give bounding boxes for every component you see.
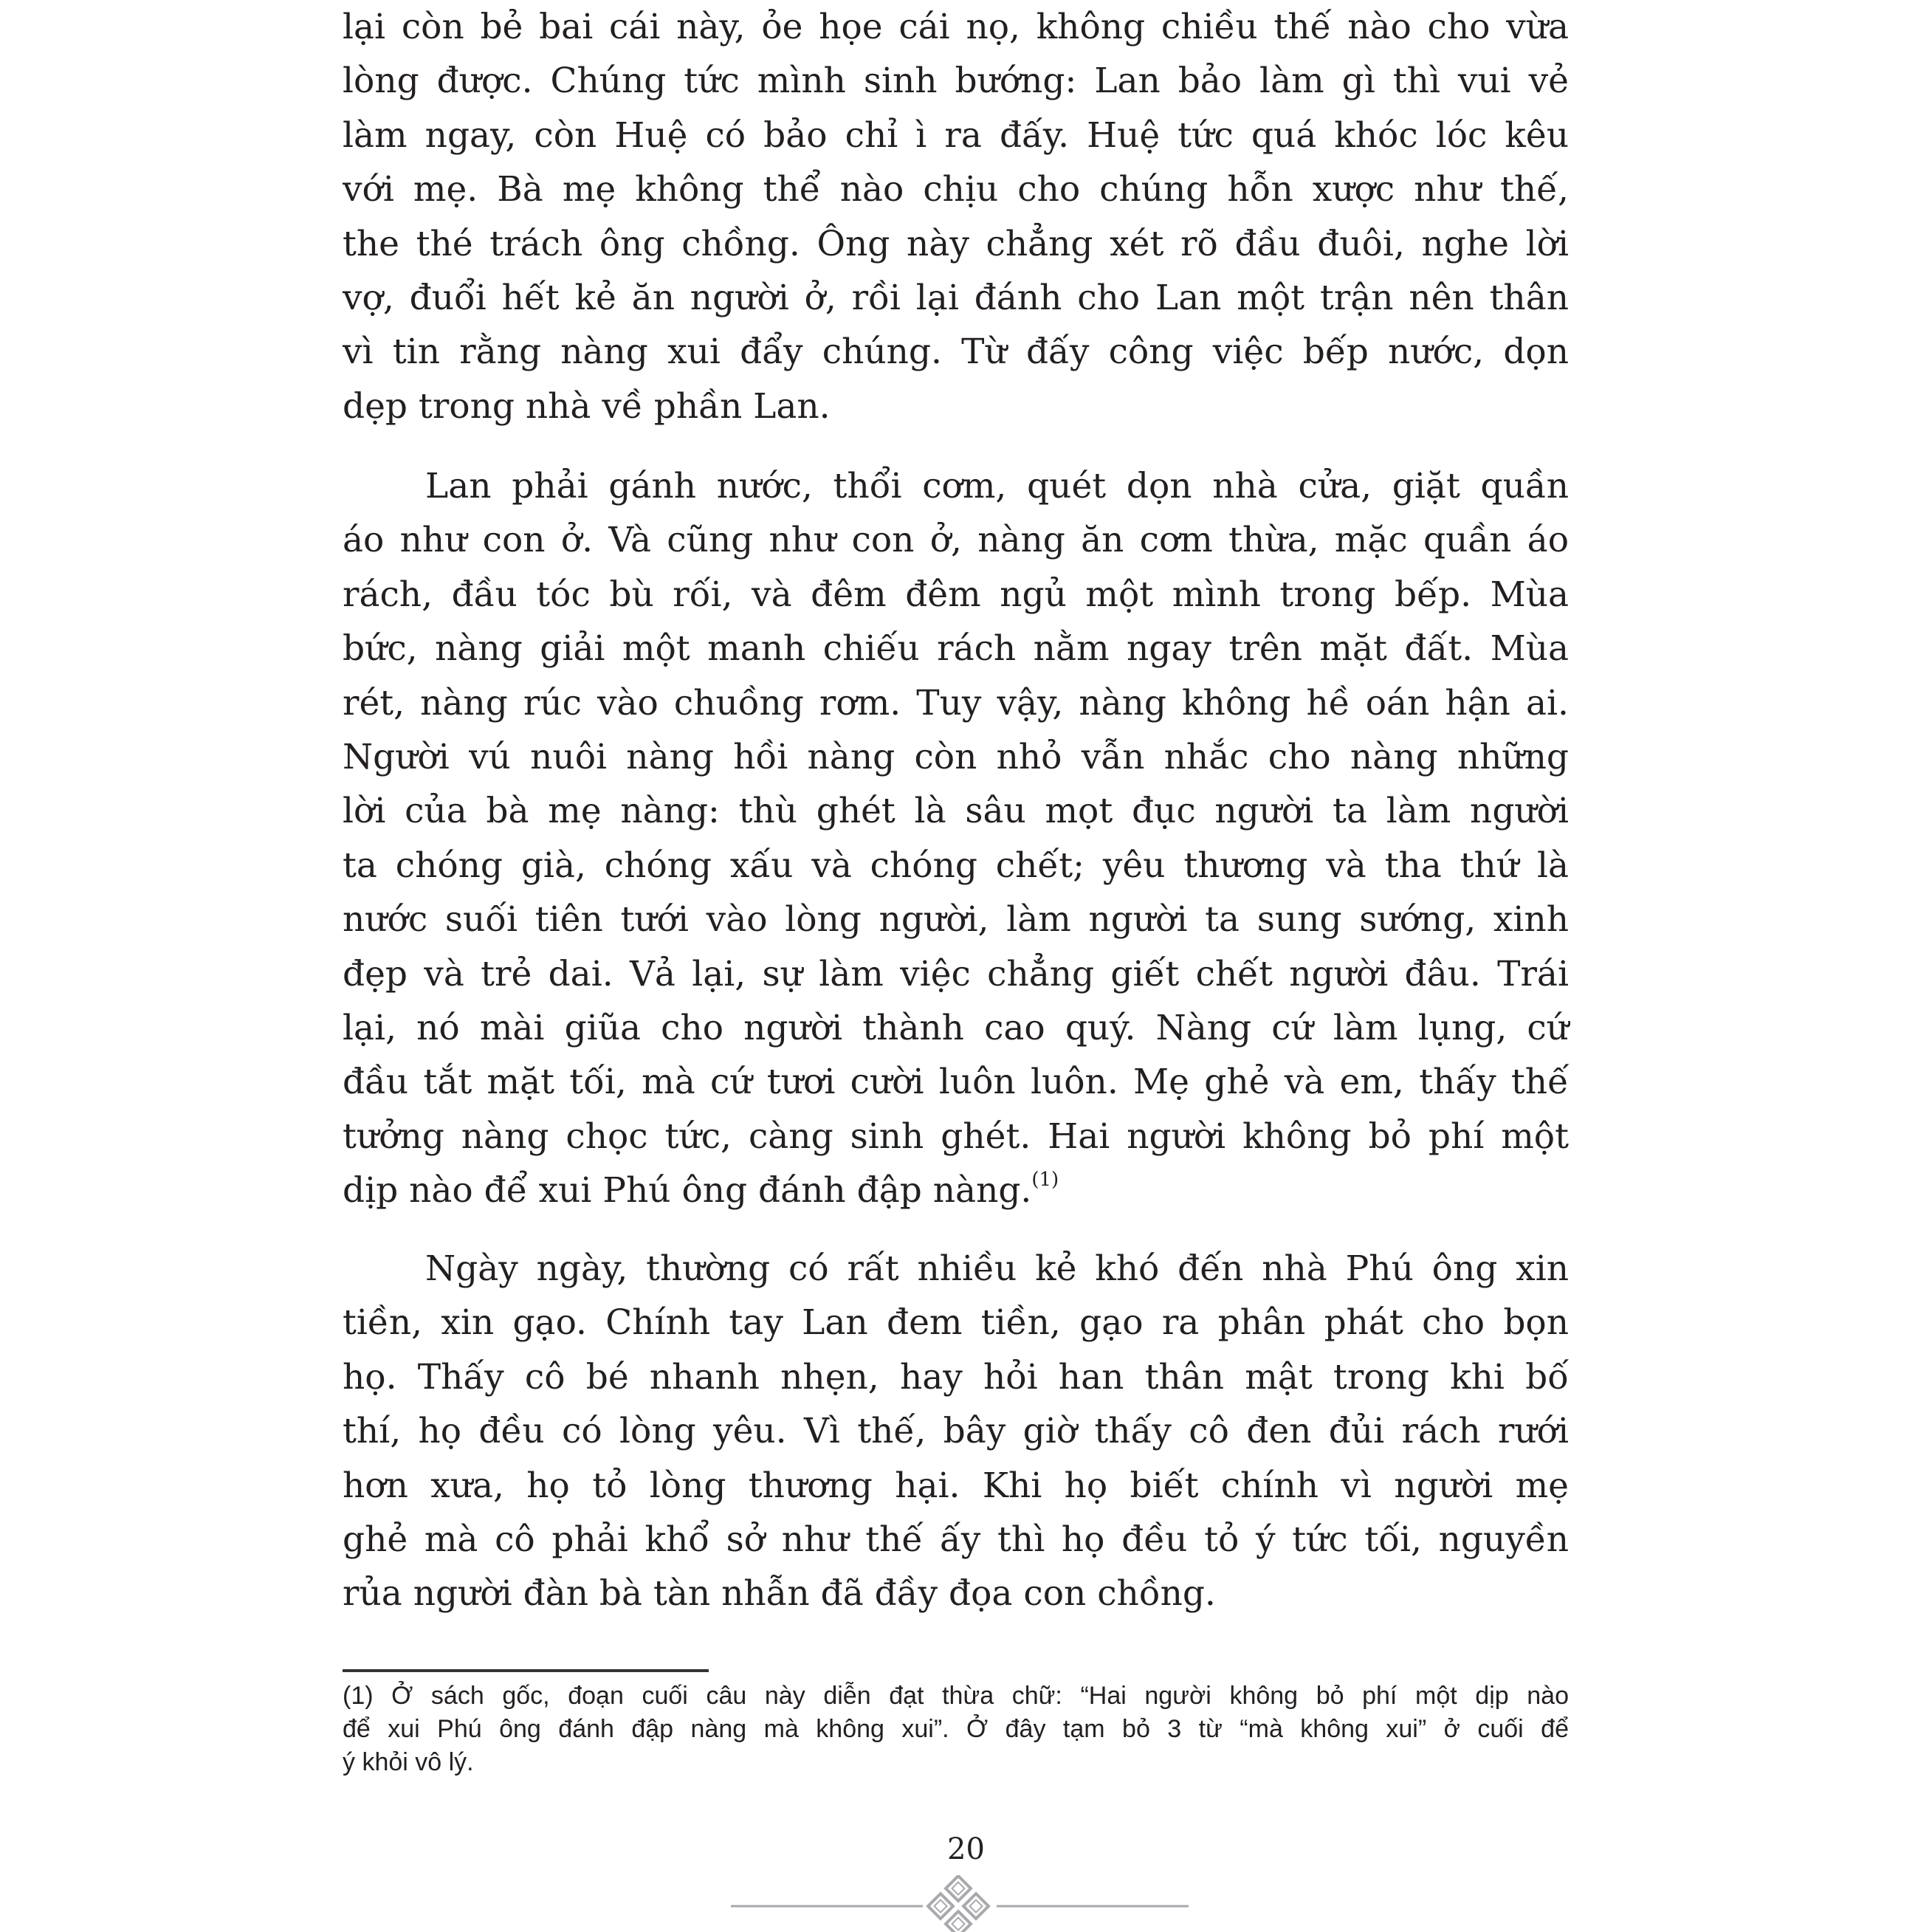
text-line: vợ, đuổi hết kẻ ăn người ở, rồi lại đánh cho Lan một trận nên thân [343,277,1569,318]
text-line: đầu tắt mặt tối, mà cứ tươi cười luôn luôn. Mẹ ghẻ và em, thấy thế [343,1062,1569,1103]
page-number: 20 [947,1832,985,1866]
text-line: tiền, xin gạo. Chính tay Lan đem tiền, gạo ra phân phát cho bọn [343,1302,1569,1344]
footnote-line: để xui Phú ông đánh đập nàng mà không xui”. Ở đây tạm bỏ 3 từ “mà không xui” ở cuối để [343,1715,1569,1743]
text-line: the thé trách ông chồng. Ông này chẳng xét rõ đầu đuôi, nghe lời [343,223,1569,264]
text-line: họ. Thấy cô bé nhanh nhẹn, hay hỏi han thân mật trong khi bố [343,1356,1569,1398]
text-line: lại, nó mài giũa cho người thành cao quý. Nàng cứ làm lụng, cứ [343,1007,1569,1048]
footnote [343,1680,1569,1779]
text-line: dẹp trong nhà về phần Lan. [343,385,831,427]
text-line: vì tin rằng nàng xui đẩy chúng. Từ đấy công việc bếp nước, dọn [343,331,1569,373]
text-line: rủa người đàn bà tàn nhẫn đã đầy đọa con chồng. [343,1573,1216,1615]
text-line: lòng được. Chúng tức mình sinh bướng: Lan bảo làm gì thì vui vẻ [343,61,1569,102]
footnote-divider [343,1669,709,1672]
text-line: lại còn bẻ bai cái này, ỏe họe cái nọ, không chiều thế nào cho vừa [343,7,1569,47]
text-line: đẹp và trẻ dai. Vả lại, sự làm việc chẳng giết chết người đâu. Trái [343,953,1569,994]
paragraph-2 [343,459,1569,1217]
text-line: lời của bà mẹ nàng: thù ghét là sâu mọt đục người ta làm người [343,791,1569,832]
footnote-line: (1) Ở sách gốc, đoạn cuối câu này diễn đạt thừa chữ: “Hai người không bỏ phí một dịp nào [343,1682,1569,1710]
footnote-reference[interactable]: (1) [1031,1169,1059,1192]
text-line: bức, nàng giải một manh chiếu rách nằm ngay trên mặt đất. Mùa [343,628,1569,670]
footnote-line: ý khỏi vô lý. [343,1748,474,1776]
text-line [343,1163,1569,1217]
text-line: rét, nàng rúc vào chuồng rơm. Tuy vậy, nàng không hề oán hận ai. [343,682,1569,723]
text-line: rách, đầu tóc bù rối, và đêm đêm ngủ một mình trong bếp. Mùa [343,574,1569,615]
text-line: thí, họ đều có lòng yêu. Vì thế, bây giờ thấy cô đen đủi rách rưới [343,1411,1569,1452]
paragraph-1 [343,0,1569,433]
text-line-content: dịp nào để xui Phú ông đánh đập nàng. [343,1170,1032,1211]
text-line: Lan phải gánh nước, thổi cơm, quét dọn nhà cửa, giặt quần [425,466,1569,506]
text-line: tưởng nàng chọc tức, càng sinh ghét. Hai người không bỏ phí một [343,1115,1569,1157]
text-line: Ngày ngày, thường có rất nhiều kẻ khó đến nhà Phú ông xin [425,1248,1569,1289]
text-line: Người vú nuôi nàng hồi nàng còn nhỏ vẫn nhắc cho nàng những [343,736,1569,777]
paragraph-3 [343,1242,1569,1621]
text-line: ta chóng già, chóng xấu và chóng chết; yêu thương và tha thứ là [343,845,1569,886]
text-line: với mẹ. Bà mẹ không thể nào chịu cho chúng hỗn xược như thế, [343,169,1569,210]
ornament-divider-icon [731,1875,1189,1932]
text-line: áo như con ở. Và cũng như con ở, nàng ăn cơm thừa, mặc quần áo [343,520,1569,561]
text-line: ghẻ mà cô phải khổ sở như thế ấy thì họ đều tỏ ý tức tối, nguyền [343,1519,1569,1560]
text-line: nước suối tiên tưới vào lòng người, làm người ta sung sướng, xinh [343,899,1569,941]
text-line: hơn xưa, họ tỏ lòng thương hại. Khi họ biết chính vì người mẹ [343,1465,1569,1506]
text-line: làm ngay, còn Huệ có bảo chỉ ì ra đấy. Huệ tức quá khóc lóc kêu [343,114,1569,156]
